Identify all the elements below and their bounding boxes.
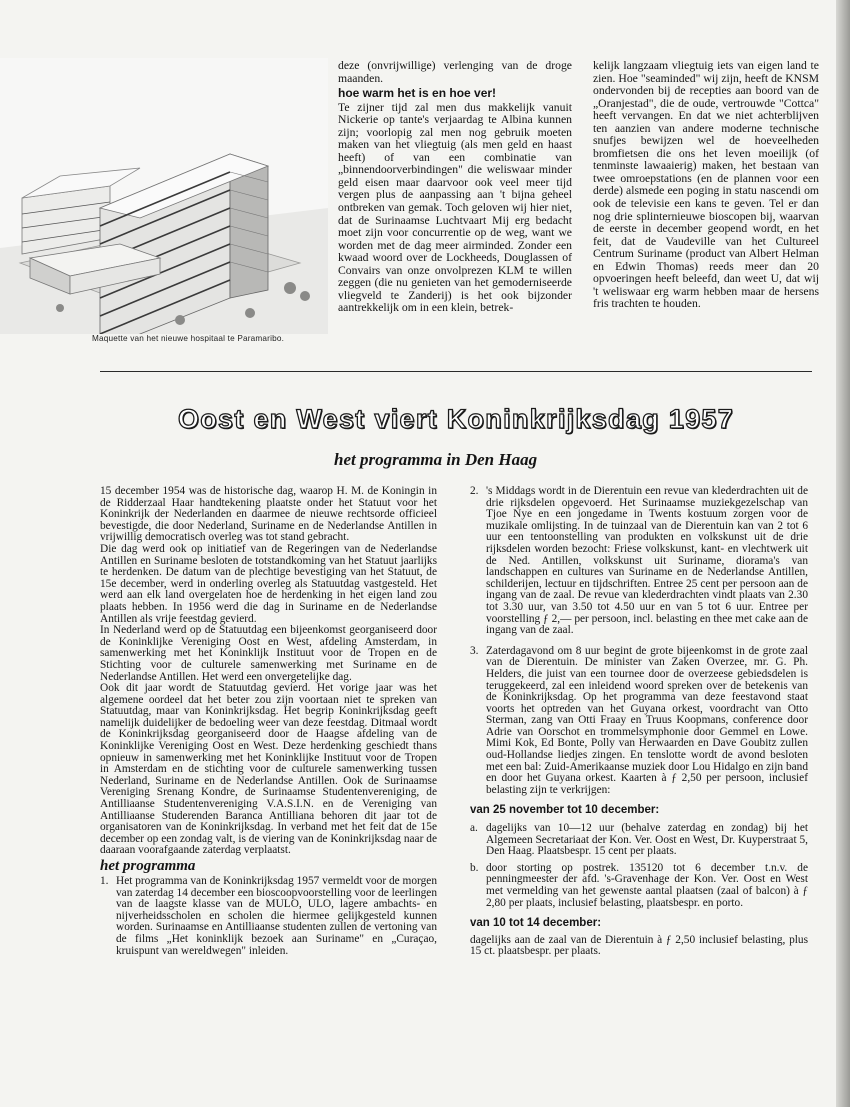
program-item-1 [100, 876, 437, 957]
item-text: dagelijks van 10—12 uur (behalve zaterdag en zondag) bij het Algemeen Secretariaat der Kon. Ver. Oost en West, Dr. Kuyperstraat 5, Den Haag. Plaatsbespr. 15 cent per plaats. [486, 822, 808, 858]
column-1-text: Te zijner tijd zal men dus makkelijk vanuit Nickerie op tante's verjaardag te Albina kunnen zijn; voorlopig zal men nog gebruik moeten maken van het vliegtuig (als men geld en haast heeft) of van een combinatie van „binnendoorverbindingen" die weliswaar minder geld eisen maar daarvoor ook veel meer tijd vergen plus de aanpassing aan 't bijna geheel ontbreken van gemak. Toch geloven wij hier niet, dat de Surinaamse Luchtvaart Mij erg bedacht moet zijn voor concurrentie op de weg, want we worden met de dag meer airminded. Zonder een kwaad woord over de Lockheeds, Douglassen of Convairs van onze onvolprezen KLM te willen zeggen (die nu genieten van het gemoderniseerde vliegveld te Zanderij) is het ook bijzonder aantrekkelijk om in een klein, betrek- [338, 100, 572, 315]
paragraph-2: Die dag werd ook op initiatief van de Regeringen van de Nederlandse Antillen en Suriname besloten de totstandkoming van het Statuut jaarlijks te herdenken. De datum van de plechtige bevestiging van het Statuut, de 15e december, werd in onderling overleg als Statuutdag vastgesteld. Het werd aan elk land overgelaten hoe de herdenking in het eigen land zou plaats hebben. In 1956 werd die dag in Suriname en de Nederlandse Antillen als vrije feestdag gevierd. [100, 542, 437, 625]
column-1-intro: deze (onvrijwillige) verlenging van de droge maanden. [338, 59, 572, 85]
column-1-heading: hoe warm het is en hoe ver! [338, 86, 497, 101]
program-item-3 [470, 646, 808, 797]
top-column-2 [593, 60, 819, 311]
item-letter: a. [470, 822, 478, 835]
hospital-model-illustration [0, 58, 328, 334]
sale-period-2-text: dagelijks aan de zaal van de Dierentuin à ƒ 2,50 inclusief belasting, plus 15 ct. plaatsbespr. per plaats. [470, 933, 808, 958]
photo-caption: Maquette van het nieuwe hospitaal te Paramaribo. [92, 334, 285, 343]
hospital-model-photo [0, 58, 328, 334]
article-left-column [100, 486, 437, 957]
top-column-1 [338, 60, 572, 315]
page-edge-shadow [836, 0, 850, 1107]
item-number: 1. [100, 875, 109, 887]
program-heading: het programma [100, 858, 196, 874]
sale-option-a [470, 823, 808, 858]
item-text: door storting op postrek. 135120 tot 6 december t.n.v. de penningmeester der afd. 's-Gravenhage der Kon. Ver. Oost en West met vermelding van het gewenste aantal plaatsen (zaal of balcon) à ƒ 2,80 per plaats, inclusief belasting, plaatsbespr. en porto. [486, 861, 808, 909]
item-letter: b. [470, 861, 479, 874]
paragraph-4: Ook dit jaar wordt de Statuutdag gevierd. Het vorige jaar was het algemene oordeel dat het beter zou zijn voortaan niet te spreken van Statuutdag, maar van Koninkrijksdag. Het begrip Koninkrijksdag geeft namelijk duidelijker de bedoeling weer van deze feestdag. Ditmaal wordt de Koninkrijksdag georganiseerd door de Haagse afdeling van de Koninklijke Vereniging Oost en West. Deze herdenking geschiedt thans opnieuw in samenwerking met het Koninklijke Instituut voor de Tropen in Amsterdam en de stichting voor de culturele samenwerking tussen Nederland, Suriname en de Nederlandse Antillen. Ook de Surinaamse Vereniging Srenang Kondre, de Surinaamse Studentenvereniging, de Antilliaanse Studentenvereniging V.A.S.I.N. en de Vereniging van Antilliaanse Studerenden Baranca Antilliana behoren dit jaar tot de organisatoren van de Koninkrijksdag. In verband met het feit dat de 15e december op een zondag valt, is de viering van de Koninkrijksdag naar de daaraan voorafgaande zaterdag verplaatst. [100, 682, 437, 857]
paragraph-1: 15 december 1954 was de historische dag, waarop H. M. de Koningin in de Ridderzaal Haar handtekening plaatste onder het Statuut voor het Koninkrijk der Nederlanden en daarmee de nieuwe rechtsorde officieel bevestigde, die door Nederland, Suriname en de Nederlandse Antillen in vrijwillig democratisch overleg was tot stand gebracht. [100, 485, 437, 544]
section-divider [100, 371, 812, 372]
article-subtitle: het programma in Den Haag [334, 450, 538, 469]
item-number: 3. [470, 644, 479, 657]
item-number: 2. [470, 485, 479, 497]
item-text: Het programma van de Koninkrijksdag 1957 vermeldt voor de morgen van zaterdag 14 december een bioscoopvoorstelling voor de leerlingen van de laagste klasse van de MULO, ULO, lagere ambachts- en nijverheidsscholen en scholen die hiermee gelijkgesteld kunnen worden. Surinaamse en Antilliaanse studenten zullen de vertoning van de films „Het koninklijk bezoek aan Suriname" en „Curaçao, kruispunt van wereldwegen" inleiden. [116, 875, 437, 957]
sale-option-b [470, 863, 808, 909]
column-2-text: kelijk langzaam vliegtuig iets van eigen land te zien. Hoe "seaminded" wij zijn, heeft de KNSM ondervonden bij de recepties aan boord van de „Oranjestad", die de oude, vertrouwde "Cottca" heeft vervangen. En dat we niet achterblijven ten aanzien van andere moderne technische snufjes bewijzen wel de hoeveelheden bromfietsen die ons het leven moeilijk (of tenminste lawaaierig) maken, het bestaan van twee omroepstations (en de plannen voor een derde) alsmede een poging in statu nascendi om ook de televisie een kans te geven. Tel er dan nog drie splinternieuwe bioscopen bij, waarvan de eerste in december geopend wordt, en het feit, dat de Vaudeville van het Cultureel Centrum Suriname (product van Albert Helman en Edwin Thomas) reeds meer dan 20 opvoeringen heeft beleefd, dan weet U, dat wij 't weliswaar erg warm hebben maar de hersens fris trachten te houden. [593, 59, 819, 311]
sale-period-1-heading: van 25 november tot 10 december: [470, 804, 660, 817]
item-text: Zaterdagavond om 8 uur begint de grote bijeenkomst in de grote zaal van de Dierentuin. De minister van Zaken Overzee, mr. G. Ph. Helders, die juist van een tournee door de overzeese gebiedsdelen is teruggekeerd, zal een inleidend woord spreken over de betekenis van de Koninkrijksdag. Op het programma van deze feestavond staat voorts het optreden van het Guyana orkest, voordracht van Otto Sterman, zang van Otti Fraay en Truus Koopmans, conference door Adrie van Oorschot en trommelsymphonie door Gemmel en Lowe. Mimi Kok, Ed Bonte, Polly van Herwaarden en Dave Goubitz zullen oud-Hollandse liedjes zingen. En tenslotte wordt de avond besloten met een bal: Zuid-Amerikaanse muziek door Lou Hidalgo en zijn band en door het Guyana orkest. Kaarten à ƒ 2,50 per persoon, inclusief belasting zijn te verkrijgen: [486, 644, 808, 796]
program-item-2 [470, 486, 808, 637]
article-right-column [470, 486, 808, 958]
article-title: Oost en West viert Koninkrijksdag 1957 [177, 404, 735, 434]
sale-period-2-heading: van 10 tot 14 december: [470, 917, 602, 930]
paragraph-3: In Nederland werd op de Statuutdag een bijeenkomst georganiseerd door de Koninklijke Vereniging Oost en West, afdeling Amsterdam, in samenwerking met het Koninklijk Instituut voor de Tropen en de Stichting voor de culturele samenwerking met Suriname en de Nederlandse Antillen. Het werd een onvergetelijke dag. [100, 624, 437, 683]
item-text: 's Middags wordt in de Dierentuin een revue van klederdrachten uit de drie rijksdelen opgevoerd. Het Surinaamse muziekgezelschap van Tjoe Nye en een jongedame in Twents kostuum zorgen voor de muzikale omlijsting. In de tuinzaal van de Dierentuin kan van 2 tot 6 uur een tentoonstelling van produkten en volkskunst uit de drie rijksdelen worden bezocht: Friese volkskunst, kant- en vlechtwerk uit de Ned. Antillen, volkskunst uit Suriname, diorama's van landschappen en cultures van Suriname en de Nederlandse Antillen, schilderijen, lectuur en tijdschriften. Entree 25 cent per persoon aan de ingang van de zaal. De revue van klederdrachten vindt plaats van 2.30 tot 3.30 uur, van 3.50 tot 4.50 uur en van 5 tot 6 uur. Entree per voorstelling ƒ 2,— per persoon, incl. belasting en thee met cake aan de ingang van de zaal. [486, 485, 808, 637]
